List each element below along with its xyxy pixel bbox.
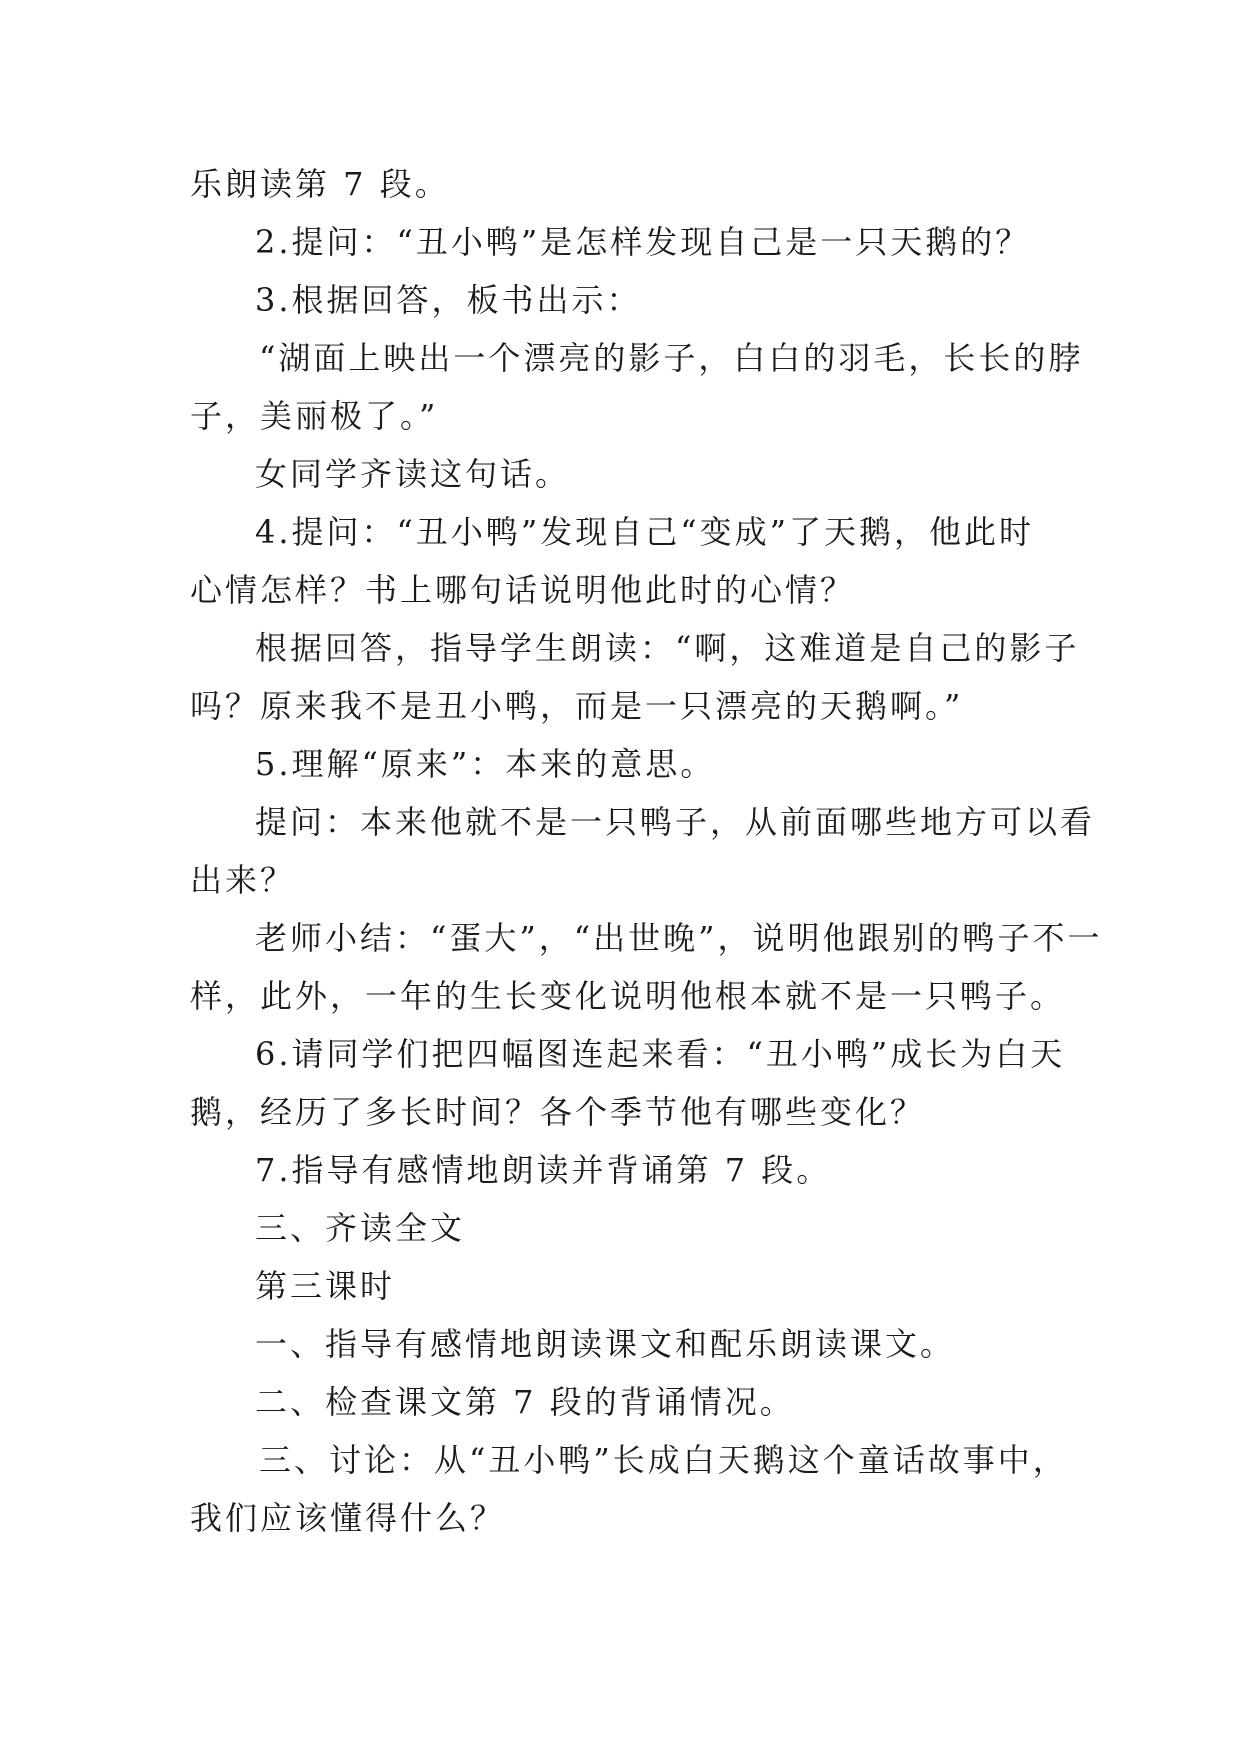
text-line: 我们应该懂得什么？ <box>190 1499 506 1537</box>
text-line: 7.指导有感情地朗读并背诵第 7 段。 <box>255 1151 832 1189</box>
quote-line: 子，美丽极了。” <box>190 397 439 435</box>
text-line: 6.请同学们把四幅图连起来看：“丑小鸭”成长为白天 <box>255 1035 1066 1073</box>
text-line: 4.提问：“丑小鸭”发现自己“变成”了天鹅，他此时 <box>255 513 1034 551</box>
text-line: 乐朗读第 7 段。 <box>190 165 450 203</box>
text-line: 心情怎样？书上哪句话说明他此时的心情？ <box>190 571 856 609</box>
text-line: 一、指导有感情地朗读课文和配乐朗读课文。 <box>255 1325 956 1363</box>
text-line: 老师小结：“蛋大”，“出世晚”，说明他跟别的鸭子不一 <box>255 919 1103 957</box>
text-line: 5.理解“原来”：本来的意思。 <box>255 745 716 783</box>
text-line: 根据回答，指导学生朗读：“啊，这难道是自己的影子 <box>255 629 1080 667</box>
text-line: 2.提问：“丑小鸭”是怎样发现自己是一只天鹅的？ <box>255 223 1031 261</box>
text-line: 三、讨论：从“丑小鸭”长成白天鹅这个童话故事中， <box>259 1441 1068 1479</box>
quote-line: “湖面上映出一个漂亮的影子，白白的羽毛，长长的脖 <box>259 339 1084 377</box>
text-line: 3.根据回答，板书出示： <box>255 281 642 319</box>
text-line: 出来？ <box>190 861 296 899</box>
text-line: 鹅，经历了多长时间？各个季节他有哪些变化？ <box>190 1093 926 1131</box>
text-line: 吗？原来我不是丑小鸭，而是一只漂亮的天鹅啊。” <box>190 687 964 725</box>
text-line: 提问：本来他就不是一只鸭子，从前面哪些地方可以看 <box>255 803 1096 841</box>
section-heading: 三、齐读全文 <box>255 1209 466 1247</box>
text-line: 女同学齐读这句话。 <box>255 455 571 493</box>
text-line: 样，此外，一年的生长变化说明他根本就不是一只鸭子。 <box>190 977 1066 1015</box>
lesson-heading: 第三课时 <box>255 1267 396 1305</box>
document-body <box>190 155 1103 1547</box>
text-line: 二、检查课文第 7 段的背诵情况。 <box>255 1383 795 1421</box>
